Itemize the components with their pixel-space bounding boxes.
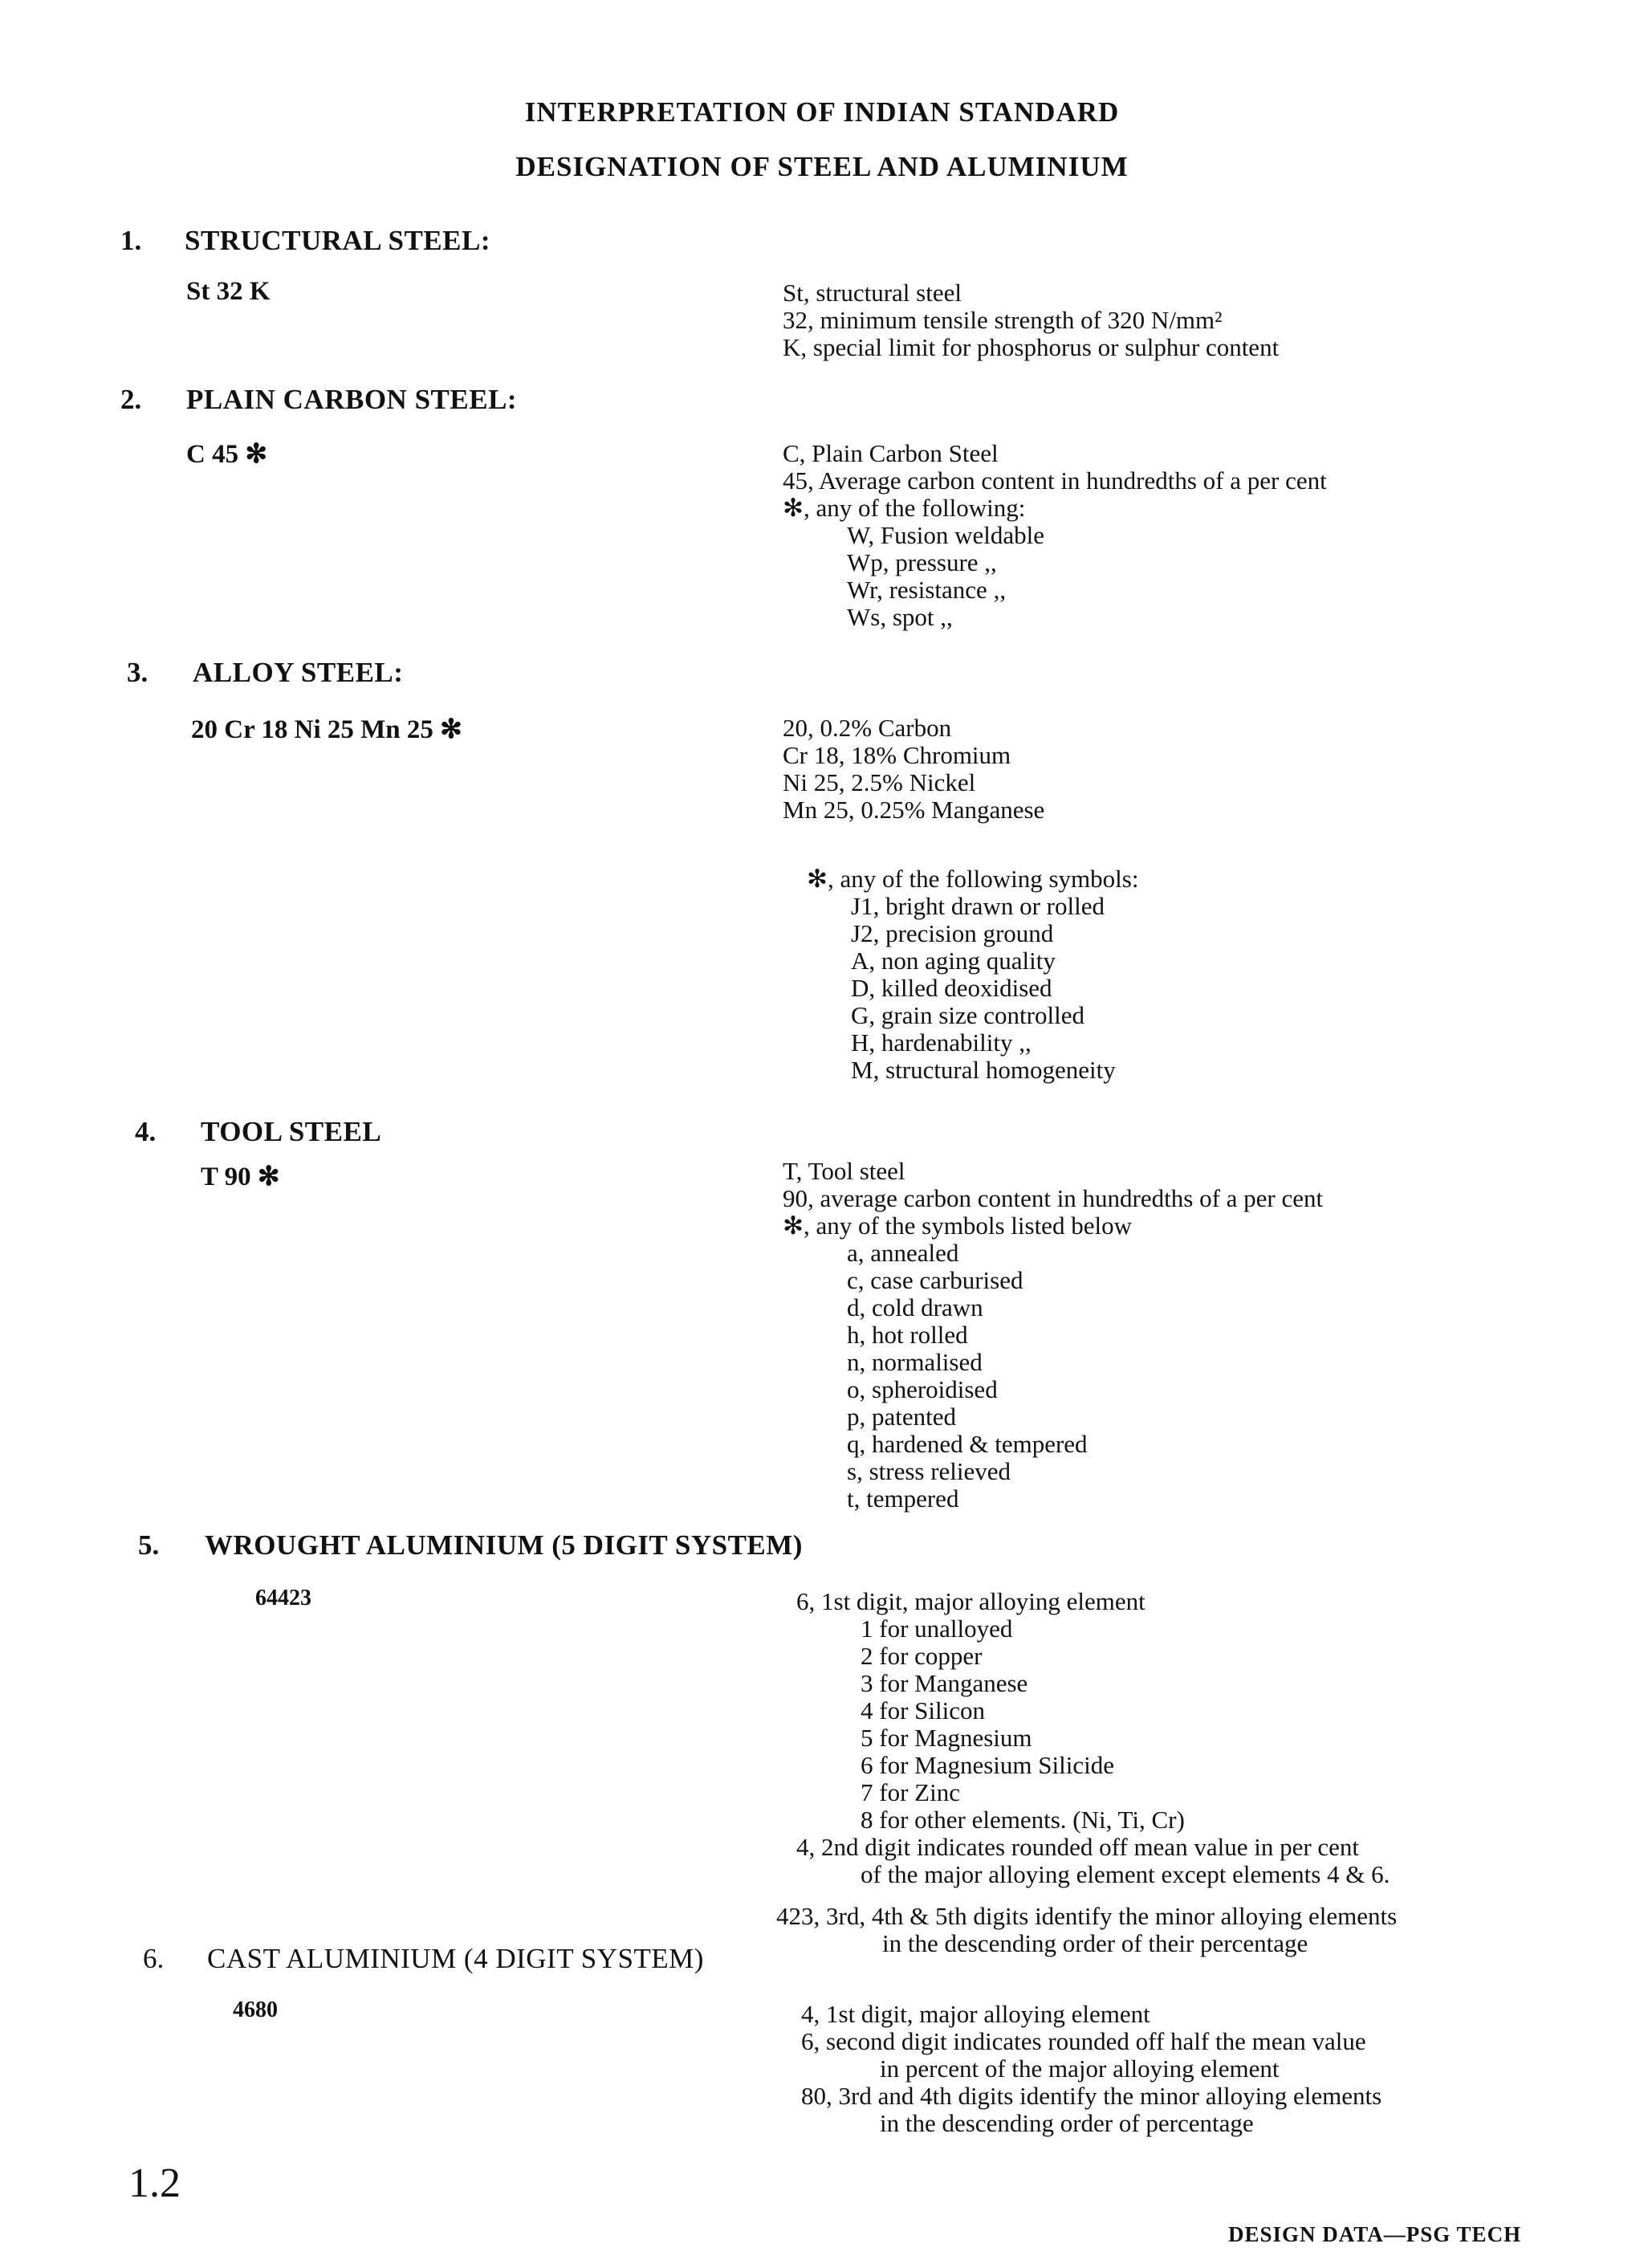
section-3-heading: ALLOY STEEL: (193, 657, 404, 688)
explanation-line: 20, 0.2% Carbon (783, 714, 952, 742)
symbol-line: J2, precision ground (851, 919, 1054, 947)
explanation-line: 90, average carbon content in hundredths of a per cent (783, 1184, 1324, 1212)
section-5-explanation (796, 1588, 1390, 1888)
weld-line: Ws, spot ,, (847, 603, 953, 631)
weld-line: W, Fusion weldable (847, 521, 1044, 549)
section-2-heading: PLAIN CARBON STEEL: (186, 384, 518, 415)
explanation-line: 80, 3rd and 4th digits identify the minor alloying elements (801, 2082, 1382, 2110)
section-6-code: 4680 (233, 1997, 278, 2022)
symbol-line: a, annealed (847, 1239, 959, 1267)
footer-publication: DESIGN DATA—PSG TECH (1228, 2222, 1522, 2246)
symbol-line: c, case carburised (847, 1266, 1023, 1294)
explanation-line: in the descending order of their percentage (882, 1929, 1308, 1957)
symbol-line: o, spheroidised (847, 1375, 998, 1403)
page-number: 1.2 (128, 2160, 181, 2206)
explanation-line: Ni 25, 2.5% Nickel (783, 768, 976, 796)
section-3-explanation (783, 715, 1044, 824)
section-3-number: 3. (127, 657, 149, 688)
explanation-line: St, structural steel (783, 279, 962, 307)
section-4-heading: TOOL STEEL (201, 1116, 382, 1147)
symbol-line: s, stress relieved (847, 1457, 1011, 1485)
section-4-code: T 90 ✻ (201, 1163, 280, 1191)
explanation-line: 423, 3rd, 4th & 5th digits identify the minor alloying elements (776, 1902, 1398, 1930)
section-3-symbols (807, 865, 1138, 1084)
section-2-number: 2. (120, 384, 142, 415)
symbol-line: J1, bright drawn or rolled (851, 892, 1105, 920)
symbol-line: t, tempered (847, 1484, 959, 1513)
explanation-line: K, special limit for phosphorus or sulphur content (783, 333, 1280, 361)
explanation-line: Mn 25, 0.25% Manganese (783, 796, 1045, 824)
section-5-third (776, 1903, 1397, 1957)
section-4-number: 4. (135, 1116, 157, 1147)
explanation-line: T, Tool steel (783, 1157, 905, 1185)
section-3-code: 20 Cr 18 Ni 25 Mn 25 ✻ (191, 715, 462, 744)
section-1-explanation (783, 279, 1279, 361)
explanation-line: in percent of the major alloying element (880, 2054, 1280, 2083)
symbol-line: A, non aging quality (851, 947, 1056, 975)
weld-line: Wp, pressure ,, (847, 548, 997, 576)
section-1-code: St 32 K (186, 277, 271, 306)
explanation-line: ✻, any of the symbols listed below (783, 1211, 1132, 1240)
section-5-heading: WROUGHT ALUMINIUM (5 DIGIT SYSTEM) (205, 1529, 803, 1561)
digit-line: 6 for Magnesium Silicide (861, 1751, 1114, 1779)
digit-line: 4 for Silicon (861, 1696, 985, 1724)
title-line-2: DESIGNATION OF STEEL AND ALUMINIUM (515, 151, 1129, 182)
digit-line: 3 for Manganese (861, 1669, 1028, 1697)
section-6-explanation (801, 2001, 1382, 2137)
symbol-line: D, killed deoxidised (851, 974, 1052, 1002)
explanation-line: 4, 1st digit, major alloying element (801, 2000, 1150, 2028)
explanation-line: 32, minimum tensile strength of 320 N/mm² (783, 306, 1223, 334)
section-1-heading: STRUCTURAL STEEL: (185, 225, 490, 256)
section-2-explanation (783, 440, 1327, 631)
symbol-line: q, hardened & tempered (847, 1430, 1088, 1458)
symbol-line: H, hardenability ,, (851, 1028, 1032, 1057)
digit-line: 7 for Zinc (861, 1778, 960, 1806)
symbol-line: p, patented (847, 1403, 957, 1431)
explanation-line: in the descending order of percentage (880, 2109, 1254, 2137)
explanation-line: 6, 1st digit, major alloying element (796, 1587, 1146, 1615)
explanation-line: 45, Average carbon content in hundredths of a per cent (783, 466, 1327, 495)
digit-line: 1 for unalloyed (861, 1614, 1013, 1643)
explanation-line: Cr 18, 18% Chromium (783, 741, 1011, 769)
symbol-line: n, normalised (847, 1348, 983, 1376)
section-5-code: 64423 (255, 1586, 311, 1610)
digit-line: 2 for copper (861, 1642, 983, 1670)
symbol-line: M, structural homogeneity (851, 1056, 1116, 1084)
section-1-number: 1. (120, 225, 142, 256)
section-4-explanation (783, 1158, 1323, 1513)
section-2-code: C 45 ✻ (186, 440, 267, 469)
section-6-heading: CAST ALUMINIUM (4 DIGIT SYSTEM) (207, 1943, 704, 1974)
explanation-line: 4, 2nd digit indicates rounded off mean value in per cent (796, 1833, 1360, 1861)
explanation-line: ✻, any of the following: (783, 494, 1026, 522)
symbol-line: G, grain size controlled (851, 1001, 1084, 1029)
explanation-line: of the major alloying element except elements 4 & 6. (861, 1860, 1390, 1888)
explanation-line: 6, second digit indicates rounded off half the mean value (801, 2027, 1366, 2055)
section-5-number: 5. (138, 1529, 160, 1561)
symbols-intro: ✻, any of the following symbols: (807, 865, 1139, 893)
digit-line: 5 for Magnesium (861, 1724, 1032, 1752)
symbol-line: d, cold drawn (847, 1293, 983, 1321)
section-6-number: 6. (143, 1943, 165, 1974)
digit-line: 8 for other elements. (Ni, Ti, Cr) (861, 1806, 1185, 1834)
weld-line: Wr, resistance ,, (847, 576, 1007, 604)
explanation-line: C, Plain Carbon Steel (783, 439, 999, 467)
symbol-line: h, hot rolled (847, 1321, 968, 1349)
title-line-1: INTERPRETATION OF INDIAN STANDARD (524, 96, 1120, 128)
